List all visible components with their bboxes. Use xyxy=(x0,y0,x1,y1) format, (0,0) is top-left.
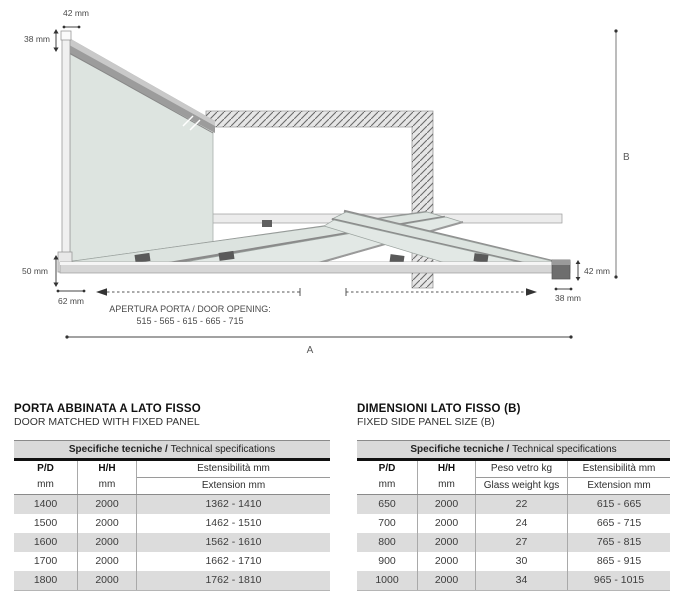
table-cell: 2000 xyxy=(417,571,475,590)
table-row xyxy=(14,514,330,533)
table-cell: 34 xyxy=(475,571,567,590)
table-cell: 1462 - 1510 xyxy=(136,514,330,533)
table-cell: 650 xyxy=(378,498,396,510)
table-cell: 2000 xyxy=(77,571,136,590)
column-header: H/H mm xyxy=(417,461,475,494)
dim-label: 38 mm xyxy=(24,34,50,44)
dim-label: 42 mm xyxy=(63,8,89,18)
dim-label: 38 mm xyxy=(555,293,581,303)
table-row xyxy=(14,552,330,571)
table-title: DIMENSIONI LATO FISSO (B) xyxy=(357,403,521,415)
door-opening-values: 515 - 565 - 615 - 665 - 715 xyxy=(136,316,244,326)
table-cell: 2000 xyxy=(417,533,475,552)
dim-label: B xyxy=(623,152,630,163)
table-body xyxy=(14,495,330,590)
table-subtitle: FIXED SIDE PANEL SIZE (B) xyxy=(357,416,495,428)
table-cell: 800 xyxy=(378,536,396,548)
table-cell: 1400 xyxy=(33,498,58,510)
header-bold: Specifiche tecniche / xyxy=(68,444,171,455)
table-cell: 2000 xyxy=(77,533,136,552)
header-bold: Specifiche tecniche / xyxy=(410,444,513,455)
table-cell: 900 xyxy=(378,555,396,567)
table-cell: 2000 xyxy=(77,495,136,514)
spec-table-door xyxy=(14,440,330,591)
table-cell: 30 xyxy=(475,552,567,571)
column-header: H/H mm xyxy=(77,461,136,494)
table-cell: 24 xyxy=(475,514,567,533)
table-row xyxy=(357,533,670,552)
column-header: P/D mm xyxy=(378,463,396,490)
dim-label: 42 mm xyxy=(584,266,610,276)
table-cell: 2000 xyxy=(77,514,136,533)
column-header: P/D mm xyxy=(37,463,54,490)
dimension-B xyxy=(614,29,630,278)
table-subtitle: DOOR MATCHED WITH FIXED PANEL xyxy=(14,416,200,428)
table-cell: 665 - 715 xyxy=(567,514,670,533)
dimension-A xyxy=(65,335,572,356)
table-row xyxy=(357,514,670,533)
table-cell: 1700 xyxy=(33,555,58,567)
dimension-62 xyxy=(57,290,86,306)
table-cell: 965 - 1015 xyxy=(567,571,670,590)
table-cell: 2000 xyxy=(417,495,475,514)
table-header-band xyxy=(357,441,670,461)
table-row xyxy=(357,571,670,590)
column-header: Estensibilità mm Extension mm xyxy=(136,461,330,494)
spec-table-fixed-panel xyxy=(357,440,670,591)
dimension-38-top xyxy=(24,29,59,52)
table-cell: 1562 - 1610 xyxy=(136,533,330,552)
table-header-band xyxy=(14,441,330,461)
dim-label: 62 mm xyxy=(58,296,84,306)
table-cell: 1600 xyxy=(33,536,58,548)
door-opening-label: APERTURA PORTA / DOOR OPENING: xyxy=(109,304,271,314)
table-cell: 1662 - 1710 xyxy=(136,552,330,571)
dimension-42-top xyxy=(63,8,89,28)
table-row xyxy=(14,495,330,514)
wall-profile-post xyxy=(62,34,70,262)
table-row xyxy=(357,495,670,514)
column-header: Estensibilità mm Extension mm xyxy=(567,461,670,494)
dim-label: A xyxy=(306,345,314,356)
header-regular: Technical specifications xyxy=(170,444,276,455)
table-cell: 1762 - 1810 xyxy=(136,571,330,590)
header-regular: Technical specifications xyxy=(512,444,617,455)
table-row xyxy=(14,571,330,590)
table-cell: 615 - 665 xyxy=(567,495,670,514)
column-headers xyxy=(14,461,330,495)
table-cell: 865 - 915 xyxy=(567,552,670,571)
table-cell: 765 - 815 xyxy=(567,533,670,552)
dimension-42-right xyxy=(576,260,610,281)
table-cell: 700 xyxy=(378,517,396,529)
table-row xyxy=(14,533,330,552)
door-opening-dimension xyxy=(96,288,537,326)
table-cell: 27 xyxy=(475,533,567,552)
table-body xyxy=(357,495,670,590)
fixed-panel-spec-section xyxy=(357,403,670,591)
roller-carriage xyxy=(262,220,272,227)
table-row xyxy=(357,552,670,571)
fixed-glass-panel xyxy=(61,31,215,262)
table-cell: 1800 xyxy=(33,574,58,586)
dimension-38-right xyxy=(555,288,581,303)
dimension-50 xyxy=(22,255,59,287)
dim-label: 50 mm xyxy=(22,266,48,276)
table-cell: 2000 xyxy=(77,552,136,571)
door-spec-section xyxy=(14,403,330,591)
table-cell: 2000 xyxy=(417,514,475,533)
table-title: PORTA ABBINATA A LATO FISSO xyxy=(14,403,201,415)
table-cell: 1500 xyxy=(33,517,58,529)
table-cell: 1362 - 1410 xyxy=(136,495,330,514)
table-cell: 1000 xyxy=(375,574,399,586)
table-cell: 22 xyxy=(475,495,567,514)
column-headers xyxy=(357,461,670,495)
column-header: Peso vetro kg Glass weight kgs xyxy=(475,461,567,494)
table-cell: 2000 xyxy=(417,552,475,571)
